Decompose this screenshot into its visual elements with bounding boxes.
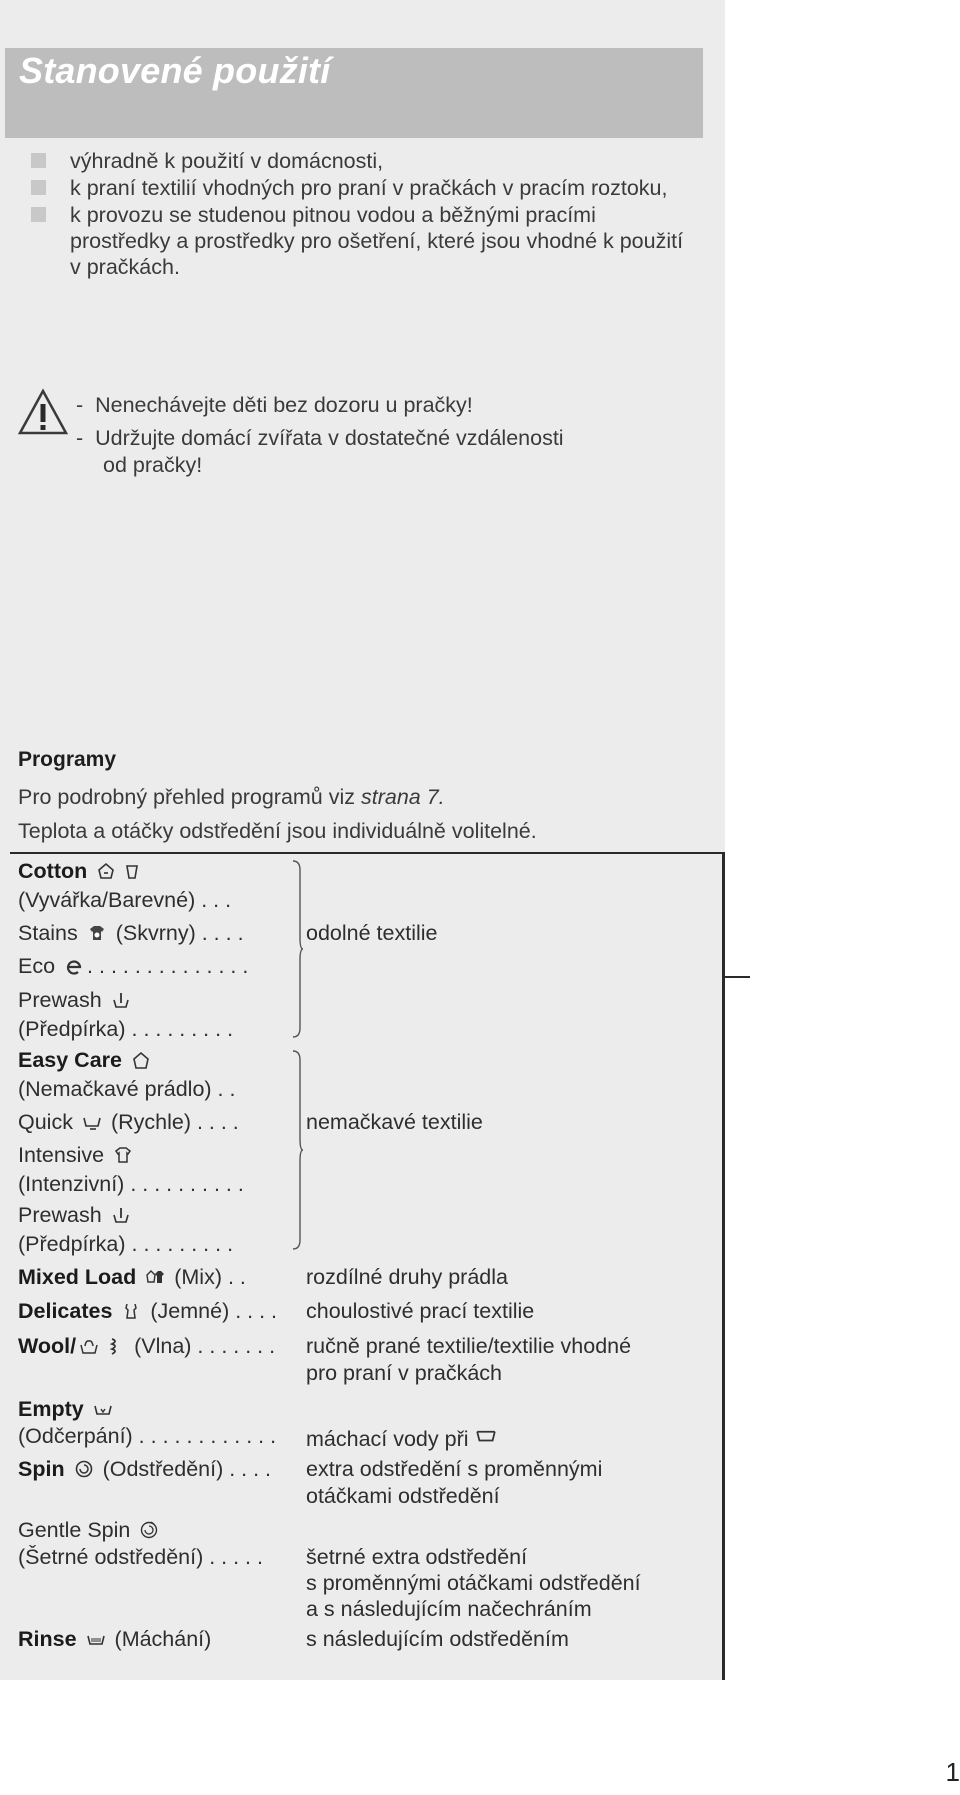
usage-list bbox=[30, 148, 690, 281]
program-rinse: Rinse (Máchání) bbox=[18, 1627, 212, 1651]
program-description: otáčkami odstředění bbox=[306, 1484, 500, 1508]
program-description: a s následujícím načechráním bbox=[306, 1597, 592, 1621]
program-easy-care: Easy Care bbox=[18, 1048, 154, 1073]
program-empty-sub: (Odčerpání) . . . . . . . . . . . . bbox=[18, 1424, 277, 1448]
programs-note: Teplota a otáčky odstředění jsou individuálně volitelné. bbox=[18, 819, 537, 843]
eco-icon bbox=[64, 956, 84, 976]
hand-wash-icon bbox=[79, 1336, 99, 1356]
page-title: Stanovené použití bbox=[19, 50, 331, 91]
delicates-icon bbox=[121, 1301, 141, 1321]
cotton-icon bbox=[96, 861, 116, 881]
list-item: k provozu se studenou pitnou vodou a běžnými pracími prostředky a prostředky pro ošetření, které jsou vhodné k použití v pračkách. bbox=[30, 202, 690, 280]
group-brace bbox=[292, 860, 304, 1038]
program-prewash-sub: (Předpírka) . . . . . . . . . bbox=[18, 1232, 234, 1256]
program-description: s následujícím odstředěním bbox=[306, 1627, 569, 1651]
program-eco: Eco . . . . . . . . . . . . . . bbox=[18, 954, 249, 978]
program-gentle-spin-sub: (Šetrné odstředění) . . . . . bbox=[18, 1545, 263, 1569]
program-spin: Spin (Odstředění) . . . . bbox=[18, 1457, 272, 1481]
divider bbox=[722, 976, 750, 978]
program-description: máchací vody při bbox=[306, 1424, 497, 1452]
program-easy-care-sub: (Nemačkavé prádlo) . . bbox=[18, 1077, 236, 1101]
gentle-spin-icon bbox=[139, 1520, 159, 1540]
program-description: choulostivé prací textilie bbox=[306, 1299, 535, 1323]
program-description: s proměnnými otáčkami odstředění bbox=[306, 1571, 641, 1595]
program-quick: Quick (Rychle) . . . . bbox=[18, 1110, 239, 1134]
program-cotton-sub: (Vyvářka/Barevné) . . . bbox=[18, 888, 232, 912]
program-gentle-spin: Gentle Spin bbox=[18, 1518, 162, 1543]
program-intensive: Intensive bbox=[18, 1143, 136, 1168]
program-description: rozdílné druhy prádla bbox=[306, 1265, 508, 1289]
list-item: k praní textilií vhodných pro praní v pračkách v pracím roztoku, bbox=[30, 175, 690, 201]
program-description: šetrné extra odstředění bbox=[306, 1545, 528, 1569]
prewash-icon bbox=[111, 1205, 131, 1225]
bullet-square-icon bbox=[31, 207, 46, 222]
warning-line: - Nenechávejte děti bez dozoru u pračky! bbox=[76, 393, 473, 417]
program-intensive-sub: (Intenzivní) . . . . . . . . . . bbox=[18, 1172, 244, 1196]
program-cotton: Cotton bbox=[18, 859, 145, 884]
group-brace bbox=[292, 1050, 304, 1250]
program-prewash-sub: (Předpírka) . . . . . . . . . bbox=[18, 1017, 234, 1041]
program-description: extra odstředění s proměnnými bbox=[306, 1457, 603, 1481]
group-description: odolné textilie bbox=[306, 921, 438, 945]
program-description: ručně prané textilie/textilie vhodné bbox=[306, 1334, 632, 1358]
program-prewash: Prewash bbox=[18, 1203, 134, 1228]
mixed-load-icon bbox=[145, 1267, 165, 1287]
list-item: výhradně k použití v domácnosti, bbox=[30, 148, 690, 174]
bullet-square-icon bbox=[31, 153, 46, 168]
spin-icon bbox=[74, 1459, 94, 1479]
warning-line: - Udržujte domácí zvířata v dostatečné vzdálenosti bbox=[76, 426, 564, 450]
stains-icon bbox=[87, 923, 107, 943]
bullet-square-icon bbox=[31, 180, 46, 195]
wool-icon bbox=[105, 1336, 125, 1356]
warning-line: od pračky! bbox=[103, 453, 203, 477]
rinse-hold-icon bbox=[475, 1424, 497, 1446]
program-empty: Empty bbox=[18, 1397, 116, 1422]
quick-icon bbox=[82, 1112, 102, 1132]
intensive-icon bbox=[113, 1145, 133, 1165]
program-description: pro praní v pračkách bbox=[306, 1361, 502, 1385]
rinse-icon bbox=[86, 1629, 106, 1649]
prewash-icon bbox=[111, 990, 131, 1010]
group-description: nemačkavé textilie bbox=[306, 1110, 483, 1134]
warning-triangle-icon bbox=[18, 388, 68, 436]
program-delicates: Delicates (Jemné) . . . . bbox=[18, 1299, 278, 1323]
bucket-icon bbox=[122, 861, 142, 881]
empty-icon bbox=[93, 1399, 113, 1419]
easy-care-icon bbox=[131, 1050, 151, 1070]
programs-note: Pro podrobný přehled programů viz strana 7. bbox=[18, 785, 445, 809]
program-prewash: Prewash bbox=[18, 988, 134, 1013]
section-heading: Programy bbox=[18, 748, 117, 771]
program-stains: Stains (Skvrny) . . . . bbox=[18, 921, 244, 945]
program-wool: Wool/ (Vlna) . . . . . . . bbox=[18, 1334, 276, 1358]
page-number: 1 bbox=[945, 1757, 960, 1787]
program-mixed-load: Mixed Load (Mix) . . bbox=[18, 1265, 246, 1289]
